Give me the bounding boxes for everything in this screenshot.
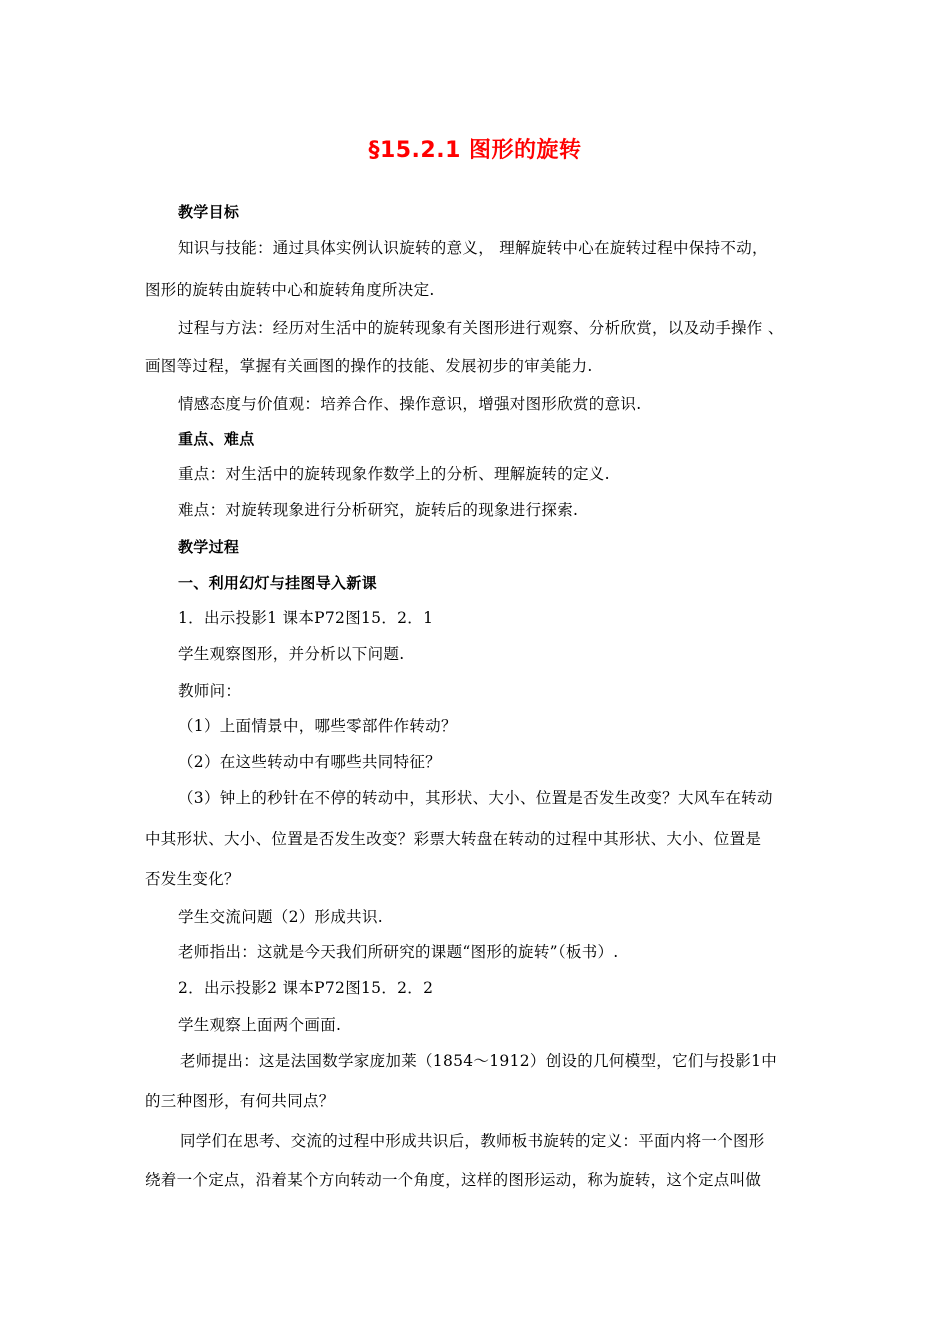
paragraph-line: 同学们在思考、交流的过程中形成共识后，教师板书旋转的定义：平面内将一个图形 [180, 1132, 765, 1150]
paragraph-line: 的三种图形，有何共同点？ [145, 1092, 335, 1110]
paragraph-line: 学生观察图形，并分析以下问题. [178, 645, 405, 663]
paragraph-line: 过程与方法：经历对生活中的旋转现象有关图形进行观察、分析欣赏，以及动手操作 、 [178, 319, 784, 337]
paragraph-line: 教师问： [178, 682, 242, 700]
paragraph-line: 2．出示投影2 课本P72图15．2．2 [178, 979, 434, 997]
paragraph-line: 难点：对旋转现象进行分析研究，旋转后的现象进行探索. [178, 501, 579, 519]
question-line: （2）在这些转动中有哪些共同特征？ [178, 753, 441, 771]
paragraph-line: 学生观察上面两个画面. [178, 1016, 342, 1034]
question-line: （3）钟上的秒针在不停的转动中，其形状、大小、位置是否发生改变？大风车在转动 [178, 789, 773, 807]
paragraph-line: 学生交流问题（2）形成共识. [178, 908, 383, 926]
paragraph-line: 情感态度与价值观：培养合作、操作意识，增强对图形欣赏的意识. [178, 395, 642, 413]
heading-teaching-process: 教学过程 [178, 538, 240, 556]
heading-section-one: 一、利用幻灯与挂图导入新课 [178, 574, 377, 592]
paragraph-line: 知识与技能：通过具体实例认识旋转的意义， 理解旋转中心在旋转过程中保持不动， [178, 239, 768, 257]
paragraph-line: 绕着一个定点，沿着某个方向转动一个角度，这样的图形运动，称为旋转，这个定点叫做 [145, 1171, 762, 1189]
paragraph-line: 否发生变化？ [145, 870, 240, 888]
question-line: （1）上面情景中，哪些零部件作转动？ [178, 717, 457, 735]
document-title: §15.2.1 图形的旋转 [368, 138, 582, 163]
heading-teaching-goals: 教学目标 [178, 203, 240, 221]
paragraph-line: 画图等过程，掌握有关画图的操作的技能、发展初步的审美能力. [145, 357, 593, 375]
heading-key-points: 重点、难点 [178, 430, 255, 448]
paragraph-line: 老师提出：这是法国数学家庞加莱（1854～1912）创设的几何模型，它们与投影1中 [180, 1052, 778, 1070]
paragraph-line: 重点：对生活中的旋转现象作数学上的分析、理解旋转的定义. [178, 465, 610, 483]
paragraph-line: 中其形状、大小、位置是否发生改变？彩票大转盘在转动的过程中其形状、大小、位置是 [145, 830, 762, 848]
paragraph-line: 图形的旋转由旋转中心和旋转角度所决定. [145, 281, 435, 299]
paragraph-line: 1．出示投影1 课本P72图15．2．1 [178, 609, 434, 627]
paragraph-line: 老师指出：这就是今天我们所研究的课题“图形的旋转”（板书）. [178, 943, 619, 961]
